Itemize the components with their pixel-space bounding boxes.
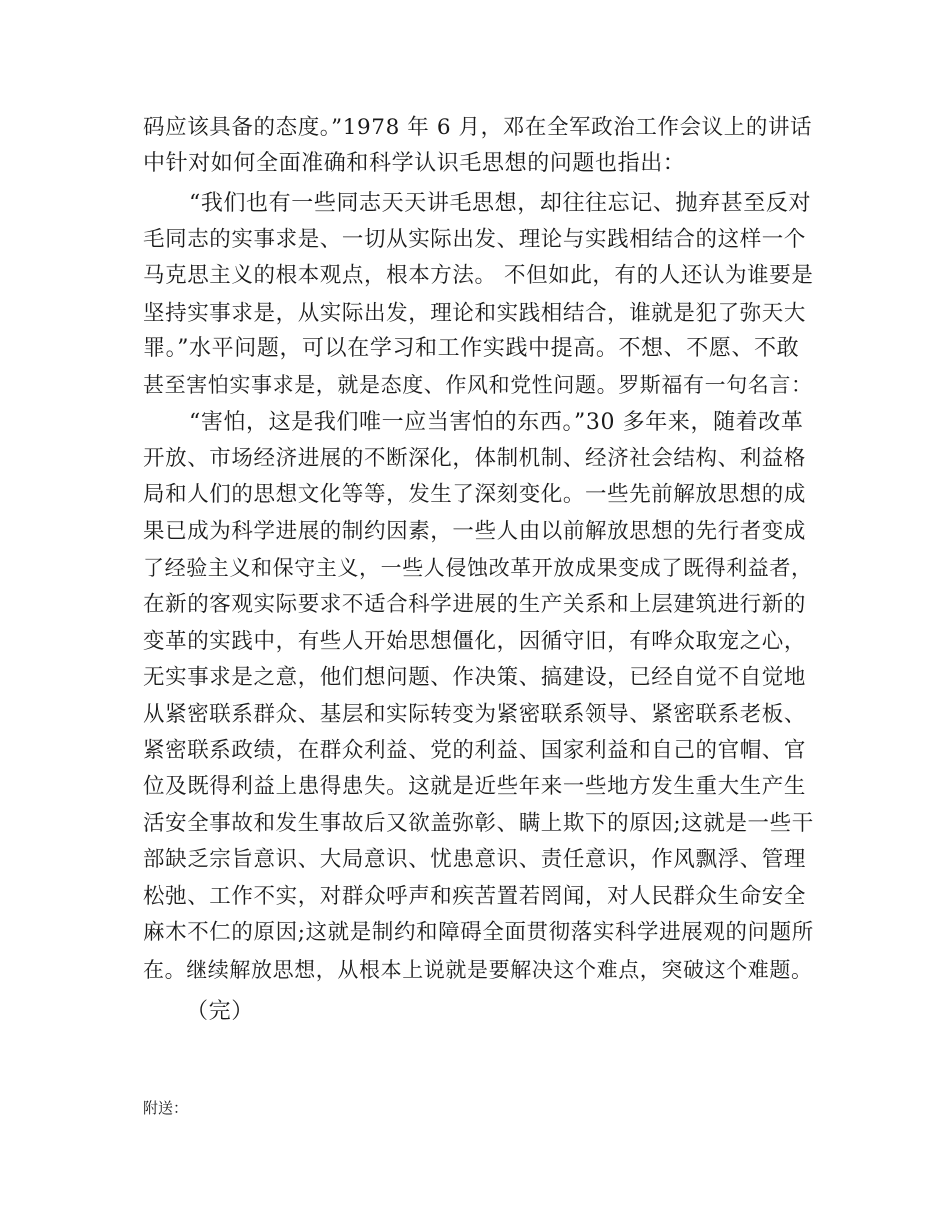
text-line: 坚持实事求是，从实际出发，理论和实践相结合，谁就是犯了弥天大	[143, 301, 807, 326]
closing-mark: （完）	[186, 999, 254, 1024]
text-line: 罪。”水平问题，可以在学习和工作实践中提高。不想、不愿、不敢	[143, 336, 800, 361]
text-line: 位及既得利益上患得患失。这就是近些年来一些地方发生重大生产生	[143, 774, 807, 799]
text-line: 紧密联系政绩，在群众利益、党的利益、国家利益和自己的官帽、官	[143, 738, 807, 763]
text-line: “害怕，这是我们唯一应当害怕的东西。”30 多年来，随着改革	[189, 410, 804, 435]
text-line: 无实事求是之意，他们想问题、作决策、搞建设，已经自觉不自觉地	[143, 665, 807, 690]
footer-label: 附送：	[143, 1099, 189, 1117]
text-line: 活安全事故和发生事故后又欲盖弥彰、瞒上欺下的原因;这就是一些干	[143, 811, 814, 836]
text-line: 开放、市场经济进展的不断深化，体制机制、经济社会结构、利益格	[143, 446, 807, 471]
text-line: 从紧密联系群众、基层和实际转变为紧密联系领导、紧密联系老板、	[143, 702, 807, 727]
text-line: 局和人们的思想文化等等，发生了深刻变化。一些先前解放思想的成	[143, 482, 807, 507]
text-line: 在。继续解放思想，从根本上说就是要解决这个难点，突破这个难题。	[143, 958, 813, 982]
text-line: 毛同志的实事求是、一切从实际出发、理论与实践相结合的这样一个	[143, 227, 807, 252]
text-line: 麻木不仁的原因;这就是制约和障碍全面贯彻落实科学进展观的问题所	[143, 920, 814, 945]
text-line: 了经验主义和保守主义，一些人侵蚀改革开放成果变成了既得利益者，	[143, 556, 813, 580]
text-line: 马克思主义的根本观点，根本方法。 不但如此，有的人还认为谁要是	[143, 263, 814, 288]
text-line: 果已成为科学进展的制约因素，一些人由以前解放思想的先行者变成	[143, 519, 807, 544]
text-line: 在新的客观实际要求不适合科学进展的生产关系和上层建筑进行新的	[143, 592, 807, 617]
text-line: 甚至害怕实事求是，就是态度、作风和党性问题。罗斯福有一句名言：	[143, 373, 813, 397]
text-line: 中针对如何全面准确和科学认识毛思想的问题也指出：	[143, 151, 686, 176]
text-line: 码应该具备的态度。”1978 年 6 月，邓在全军政治工作会议上的讲话	[143, 115, 813, 140]
text-line: “我们也有一些同志天天讲毛思想，却往往忘记、抛弃甚至反对	[189, 191, 812, 216]
text-line: 部缺乏宗旨意识、大局意识、忧患意识、责任意识，作风飘浮、管理	[143, 847, 807, 872]
text-line: 变革的实践中，有些人开始思想僵化，因循守旧，有哗众取宠之心，	[143, 629, 807, 654]
text-line: 松弛、工作不实，对群众呼声和疾苦置若罔闻，对人民群众生命安全	[143, 884, 807, 909]
